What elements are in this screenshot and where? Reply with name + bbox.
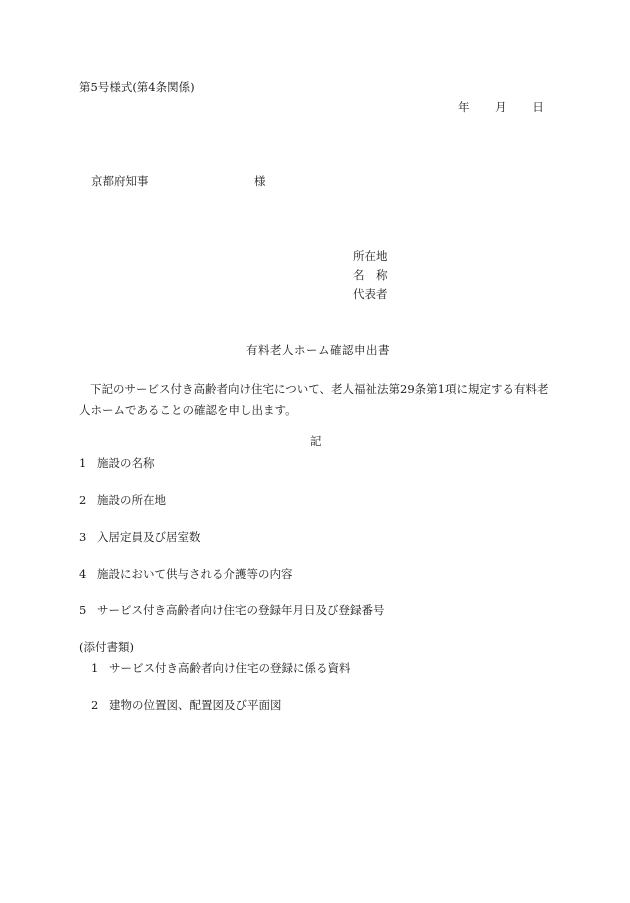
date-month-label: 月 bbox=[495, 100, 507, 114]
list-item bbox=[79, 566, 293, 582]
list-item-label: サービス付き高齢者向け住宅の登録年月日及び登録番号 bbox=[97, 603, 385, 617]
attachment-item-label: サービス付き高齢者向け住宅の登録に係る資料 bbox=[109, 661, 351, 675]
list-item-number: 4 bbox=[79, 567, 87, 581]
document-title: 有料老人ホーム確認申出書 bbox=[246, 343, 390, 357]
date-day-label: 日 bbox=[532, 100, 544, 114]
attachments-heading: (添付書類) bbox=[79, 640, 134, 654]
attachment-item bbox=[91, 660, 351, 676]
list-item-number: 1 bbox=[79, 456, 87, 470]
date-year-label: 年 bbox=[458, 100, 470, 114]
attachment-item-number: 1 bbox=[91, 661, 99, 675]
ki-heading: 記 bbox=[310, 434, 322, 448]
list-item bbox=[79, 455, 155, 471]
list-item bbox=[79, 529, 201, 545]
list-item-label: 施設の所在地 bbox=[97, 493, 166, 507]
date-line bbox=[458, 100, 544, 115]
applicant-name-label: 名 称 bbox=[353, 268, 388, 282]
addressee-name: 京都府知事 bbox=[91, 174, 149, 188]
list-item-number: 3 bbox=[79, 530, 87, 544]
attachment-item-number: 2 bbox=[91, 698, 99, 712]
list-item bbox=[79, 602, 385, 618]
list-item bbox=[79, 492, 166, 508]
attachment-item bbox=[91, 697, 282, 713]
list-item-label: 施設において供与される介護等の内容 bbox=[97, 567, 293, 581]
list-item-label: 入居定員及び居室数 bbox=[97, 530, 201, 544]
addressee-honorific: 様 bbox=[254, 174, 266, 188]
attachment-item-label: 建物の位置図、配置図及び平面図 bbox=[109, 698, 282, 712]
list-item-label: 施設の名称 bbox=[97, 456, 155, 470]
body-paragraph: 下記のサービス付き高齢者向け住宅について、老人福祉法第29条第1項に規定する有料老人ホームであることの確認を申し出ます。 bbox=[79, 382, 549, 417]
applicant-location-label: 所在地 bbox=[353, 249, 388, 263]
list-item-number: 2 bbox=[79, 493, 87, 507]
form-number: 第5号様式(第4条関係) bbox=[79, 80, 195, 94]
applicant-representative-label: 代表者 bbox=[353, 287, 388, 301]
list-item-number: 5 bbox=[79, 603, 87, 617]
